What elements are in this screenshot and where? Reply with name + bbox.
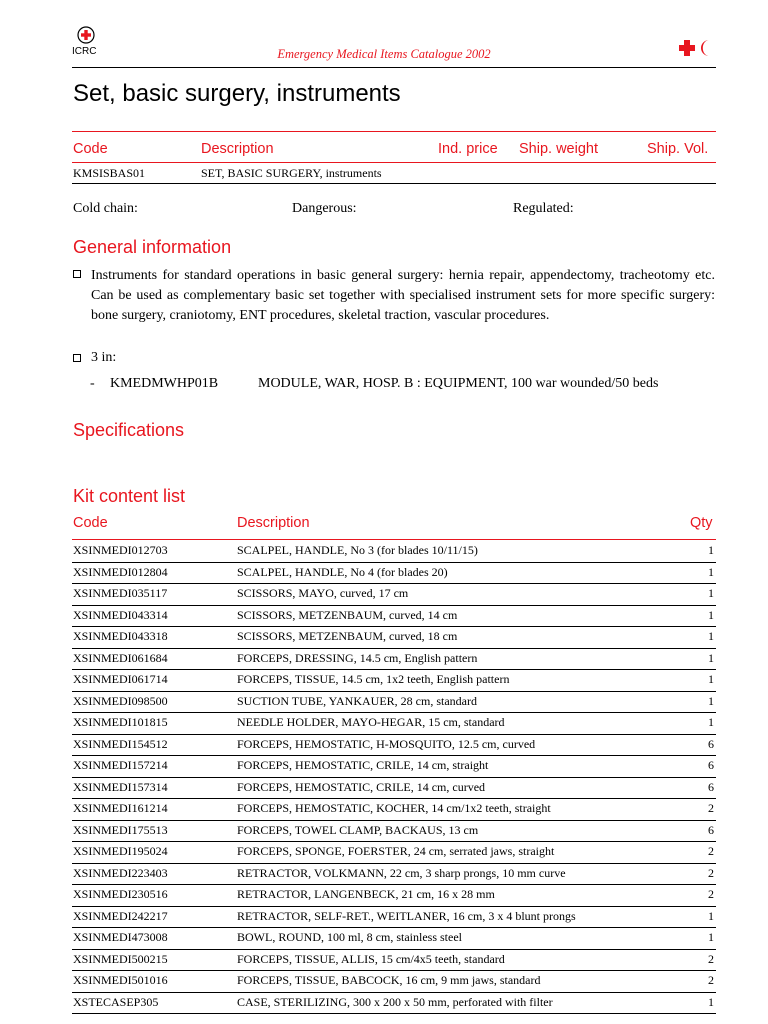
- item-table-header-rule: [72, 162, 716, 163]
- kit-item-description: SCISSORS, MAYO, curved, 17 cm: [237, 586, 409, 600]
- kit-item-code: XSTECASEP305: [73, 994, 159, 1009]
- red-cross-crescent-icon: [678, 38, 716, 58]
- square-bullet-icon: [73, 354, 81, 362]
- kit-header-qty: Qty: [690, 515, 713, 531]
- kit-item-code: XSINMEDI157314: [73, 779, 168, 794]
- item-table-bottom-rule: [72, 183, 716, 184]
- org-label: ICRC: [72, 46, 97, 57]
- kit-item-code: XSINMEDI101815: [73, 715, 168, 729]
- kit-item-qty: 2: [708, 973, 714, 987]
- item-header-ship-vol: Ship. Vol.: [647, 141, 709, 157]
- general-description: Instruments for standard operations in basic general surgery: hernia repair, appendectomy, tracheotomy etc. Can be used as complementary basic set together with specialised instrument sets for more specific surgery: bone surgery, craniotomy, ENT procedures, skeletal traction, vascular procedures.: [91, 268, 715, 323]
- table-row: [72, 691, 716, 714]
- table-row: [72, 798, 716, 821]
- item-code: KMSISBAS01: [73, 166, 146, 180]
- module-row: [90, 376, 659, 392]
- item-header-description: Description: [201, 141, 274, 157]
- red-cross-circle-icon: [77, 26, 95, 44]
- table-row: [72, 841, 716, 864]
- kit-item-qty: 1: [708, 586, 714, 600]
- item-header-ind-price: Ind. price: [438, 141, 498, 157]
- contained-in-label: 3 in:: [91, 350, 117, 365]
- specifications-heading: Specifications: [73, 420, 185, 440]
- table-row: [72, 970, 716, 993]
- table-row: [72, 906, 716, 929]
- kit-item-code: XSINMEDI043314: [73, 607, 168, 622]
- table-row: [72, 884, 716, 907]
- kit-item-code: XSINMEDI157214: [73, 758, 168, 772]
- table-row: [72, 863, 716, 886]
- kit-item-code: XSINMEDI098500: [73, 693, 168, 708]
- module-dash: -: [90, 376, 95, 391]
- kit-item-description: FORCEPS, TISSUE, 14.5 cm, 1x2 teeth, English pattern: [237, 672, 510, 686]
- table-row: [72, 949, 716, 972]
- kit-item-description: FORCEPS, DRESSING, 14.5 cm, English pattern: [237, 650, 478, 665]
- kit-item-code: XSINMEDI175513: [73, 822, 168, 837]
- catalogue-title: Emergency Medical Items Catalogue 2002: [277, 47, 491, 61]
- kit-item-qty: 6: [708, 822, 714, 837]
- kit-item-qty: 1: [708, 908, 714, 923]
- kit-item-description: CASE, STERILIZING, 300 x 200 x 50 mm, perforated with filter: [237, 994, 553, 1009]
- square-bullet-icon: [73, 270, 81, 278]
- kit-item-code: XSINMEDI012804: [73, 564, 168, 579]
- regulated-label: Regulated:: [513, 201, 574, 216]
- header-divider: [72, 67, 716, 68]
- item-header-code: Code: [73, 141, 108, 157]
- kit-item-qty: 1: [708, 629, 714, 643]
- kit-item-qty: 2: [708, 801, 714, 815]
- kit-item-qty: 1: [708, 543, 714, 557]
- kit-item-qty: 1: [708, 930, 714, 944]
- kit-item-qty: 6: [708, 758, 714, 772]
- kit-item-code: XSINMEDI154512: [73, 736, 168, 751]
- table-row: [72, 734, 716, 757]
- kit-content-heading: Kit content list: [73, 486, 186, 506]
- kit-item-description: FORCEPS, SPONGE, FOERSTER, 24 cm, serrated jaws, straight: [237, 844, 555, 858]
- kit-item-code: XSINMEDI223403: [73, 865, 168, 880]
- kit-item-qty: 1: [708, 994, 714, 1009]
- kit-item-qty: 1: [708, 715, 714, 729]
- kit-item-description: RETRACTOR, SELF-RET., WEITLANER, 16 cm, 3 x 4 blunt prongs: [237, 908, 576, 923]
- kit-item-qty: 6: [708, 736, 714, 751]
- table-row: [72, 927, 716, 950]
- kit-item-description: SCALPEL, HANDLE, No 4 (for blades 20): [237, 564, 448, 579]
- kit-item-description: BOWL, ROUND, 100 ml, 8 cm, stainless steel: [237, 930, 462, 944]
- kit-item-description: FORCEPS, HEMOSTATIC, CRILE, 14 cm, curved: [237, 779, 486, 794]
- table-row: [72, 562, 716, 585]
- kit-item-qty: 1: [708, 672, 714, 686]
- table-row: [72, 992, 716, 1015]
- kit-item-code: XSINMEDI161214: [73, 801, 168, 815]
- kit-item-code: XSINMEDI043318: [73, 629, 168, 643]
- kit-item-qty: 2: [708, 951, 714, 966]
- kit-item-description: RETRACTOR, LANGENBECK, 21 cm, 16 x 28 mm: [237, 887, 495, 901]
- kit-item-description: SUCTION TUBE, YANKAUER, 28 cm, standard: [237, 693, 477, 708]
- kit-item-qty: 1: [708, 693, 714, 708]
- kit-item-description: FORCEPS, TISSUE, BABCOCK, 16 cm, 9 mm jaws, standard: [237, 973, 541, 987]
- table-row: [72, 540, 716, 563]
- kit-item-description: SCISSORS, METZENBAUM, curved, 18 cm: [237, 629, 458, 643]
- table-row: [72, 777, 716, 800]
- kit-item-description: FORCEPS, TISSUE, ALLIS, 15 cm/4x5 teeth, standard: [237, 951, 505, 966]
- table-row: [72, 583, 716, 606]
- contained-in-bullet: [73, 350, 717, 370]
- kit-item-qty: 2: [708, 865, 714, 880]
- kit-item-qty: 2: [708, 887, 714, 901]
- kit-item-code: XSINMEDI012703: [73, 543, 168, 557]
- kit-item-description: FORCEPS, HEMOSTATIC, H-MOSQUITO, 12.5 cm, curved: [237, 736, 536, 751]
- kit-item-code: XSINMEDI195024: [73, 844, 168, 858]
- kit-item-code: XSINMEDI061684: [73, 650, 168, 665]
- kit-item-code: XSINMEDI230516: [73, 887, 168, 901]
- general-information-heading: General information: [73, 237, 232, 257]
- kit-item-code: XSINMEDI473008: [73, 930, 168, 944]
- kit-item-code: XSINMEDI501016: [73, 973, 168, 987]
- cold-chain-label: Cold chain:: [73, 201, 138, 216]
- item-header-ship-weight: Ship. weight: [519, 141, 598, 157]
- item-description: SET, BASIC SURGERY, instruments: [201, 166, 382, 180]
- table-row: [72, 626, 716, 649]
- kit-item-qty: 1: [708, 607, 714, 622]
- kit-item-code: XSINMEDI500215: [73, 951, 168, 966]
- kit-item-code: XSINMEDI242217: [73, 908, 168, 923]
- kit-item-description: FORCEPS, HEMOSTATIC, KOCHER, 14 cm/1x2 teeth, straight: [237, 801, 551, 815]
- kit-item-description: FORCEPS, HEMOSTATIC, CRILE, 14 cm, straight: [237, 758, 489, 772]
- kit-header-code: Code: [73, 515, 108, 531]
- module-description: MODULE, WAR, HOSP. B : EQUIPMENT, 100 war wounded/50 beds: [258, 376, 659, 391]
- table-row: [72, 648, 716, 671]
- page-title: Set, basic surgery, instruments: [73, 80, 401, 107]
- kit-header-description: Description: [237, 515, 310, 531]
- item-table-top-rule: [72, 131, 716, 132]
- kit-item-code: XSINMEDI061714: [73, 672, 168, 686]
- kit-item-qty: 6: [708, 779, 714, 794]
- table-row: [72, 605, 716, 628]
- table-row: [72, 820, 716, 843]
- kit-item-description: FORCEPS, TOWEL CLAMP, BACKAUS, 13 cm: [237, 822, 479, 837]
- table-row: [72, 712, 716, 735]
- table-row: [72, 755, 716, 778]
- kit-item-description: NEEDLE HOLDER, MAYO-HEGAR, 15 cm, standard: [237, 715, 505, 729]
- kit-item-description: SCISSORS, METZENBAUM, curved, 14 cm: [237, 607, 458, 622]
- dangerous-label: Dangerous:: [292, 201, 357, 216]
- kit-item-qty: 1: [708, 564, 714, 579]
- kit-item-code: XSINMEDI035117: [73, 586, 168, 600]
- kit-item-description: SCALPEL, HANDLE, No 3 (for blades 10/11/15): [237, 543, 478, 557]
- kit-item-qty: 1: [708, 650, 714, 665]
- kit-item-description: RETRACTOR, VOLKMANN, 22 cm, 3 sharp prongs, 10 mm curve: [237, 865, 566, 880]
- kit-item-qty: 2: [708, 844, 714, 858]
- table-row: [72, 669, 716, 692]
- module-code: KMEDMWHP01B: [110, 376, 219, 391]
